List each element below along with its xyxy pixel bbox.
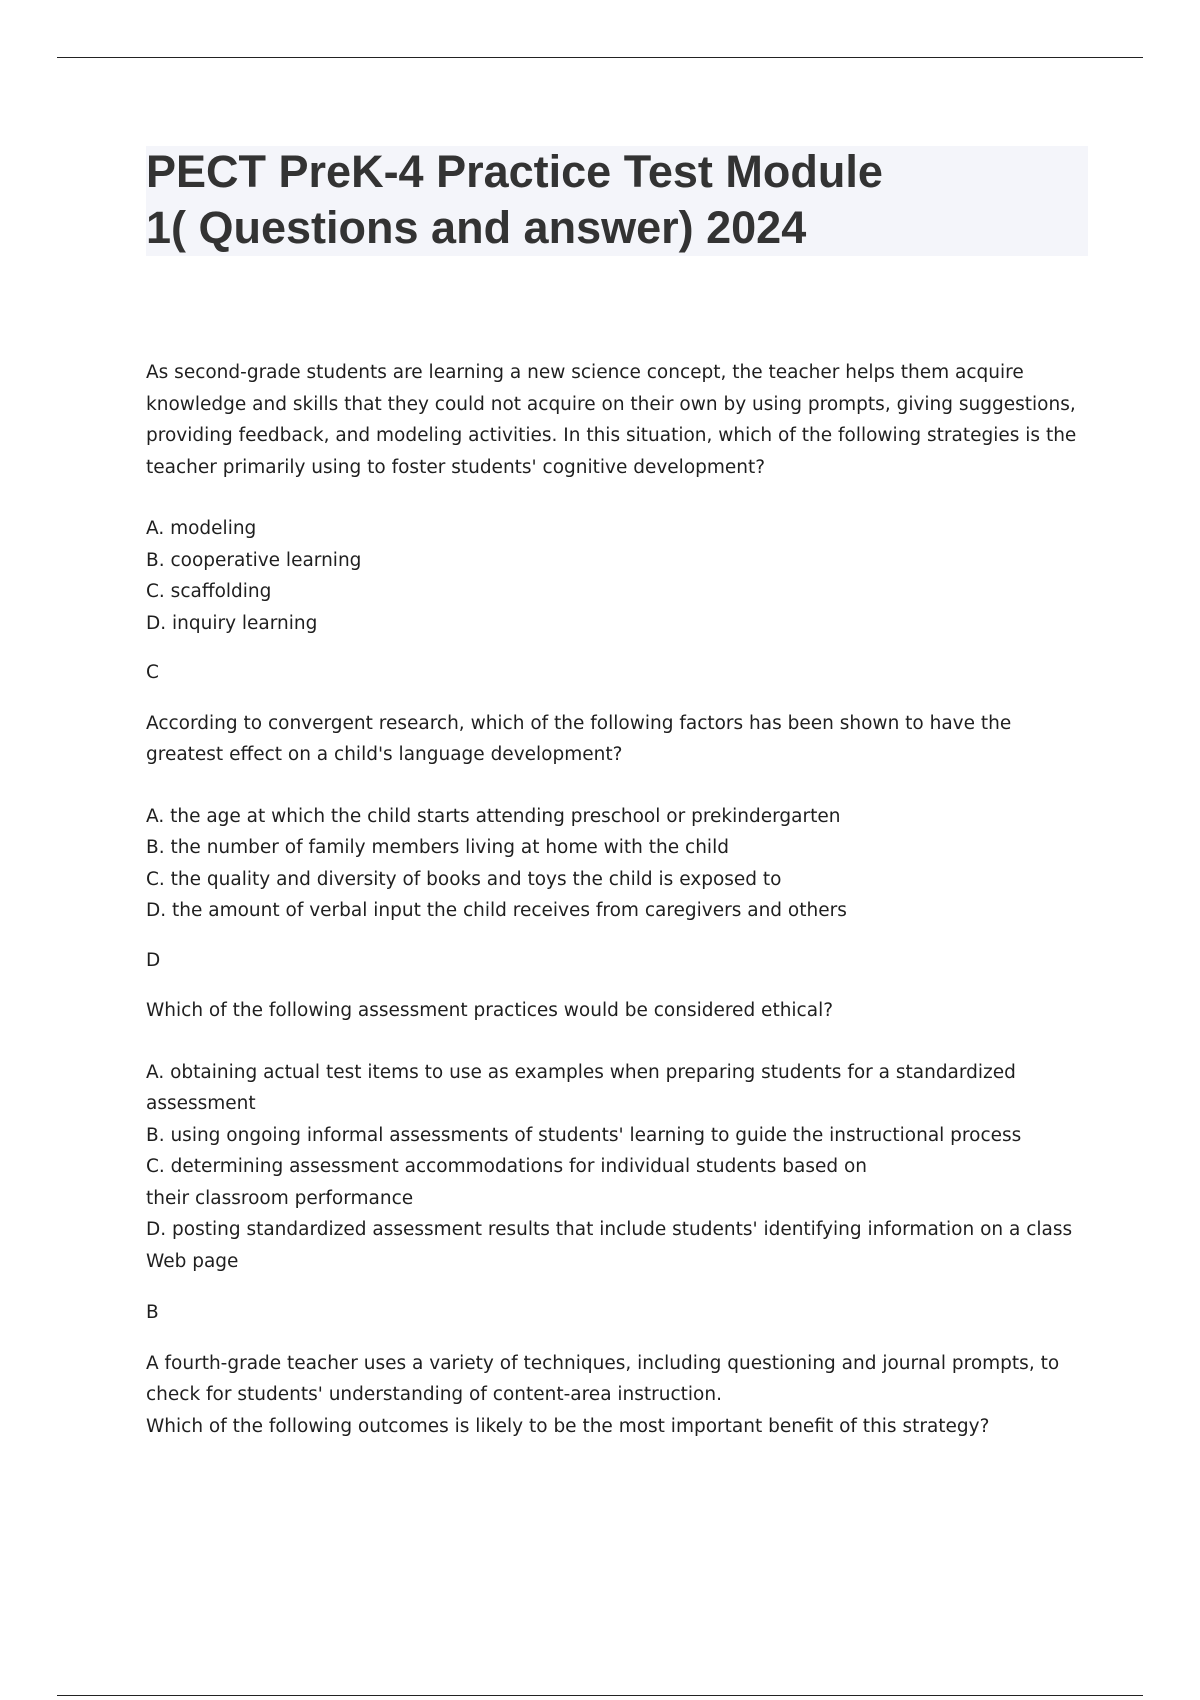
question-block-3 [146,995,1091,1329]
answer-text: D [146,949,161,971]
option-d: D. inquiry learning [146,612,318,634]
option-c: C. determining assessment accommodations for individual students based on their classroom performance [146,1156,868,1209]
option-c: C. the quality and diversity of books and toys the child is exposed to [146,868,782,890]
option-b: B. the number of family members living at home with the child [146,837,729,858]
option-b: B. using ongoing informal assessments of students' learning to guide the instructional process [146,1124,1022,1146]
answer-text: B [146,1302,159,1323]
question-block-1 [146,357,1091,689]
answer-text: C [146,662,159,683]
option-a: A. the age at which the child starts attending preschool or prekindergarten [146,805,841,827]
option-list [146,513,1091,639]
option-list [146,801,1091,927]
option-c: C. scaffolding [146,581,272,602]
question-text: Which of the following assessment practices would be considered ethical? [146,1000,834,1021]
question-block-4 [146,1348,1091,1443]
question-text: As second-grade students are learning a new science concept, the teacher helps them acquire knowledge and skills that they could not acquire on their own by using prompts, giving suggestions, providing feedback, and modeling activities. In this situation, which of the following strategies is the teacher primarily using to foster students' cognitive development? [146,362,1077,478]
document-title: PECT PreK-4 Practice Test Module 1( Questions and answer) 2024 [146,146,883,253]
document-body [146,357,1091,1442]
bottom-rule [57,1695,1143,1696]
top-rule [57,57,1143,58]
question-block-2 [146,708,1091,977]
option-list [146,1057,1091,1278]
question-text: A fourth-grade teacher uses a variety of techniques, including questioning and journal prompts, to check for students' understanding of content-area instruction. Which of the following outcomes is likely to be the most important benefit of this strategy? [146,1352,1060,1437]
option-a: A. modeling [146,518,257,539]
option-b: B. cooperative learning [146,549,362,571]
option-d: D. posting standardized assessment results that include students' identifying information on a class Web page [146,1219,1073,1272]
question-text: According to convergent research, which of the following factors has been shown to have the greatest effect on a child's language development? [146,712,1012,765]
option-a: A. obtaining actual test items to use as examples when preparing students for a standardized assessment [146,1061,1016,1114]
option-d: D. the amount of verbal input the child receives from caregivers and others [146,900,847,921]
